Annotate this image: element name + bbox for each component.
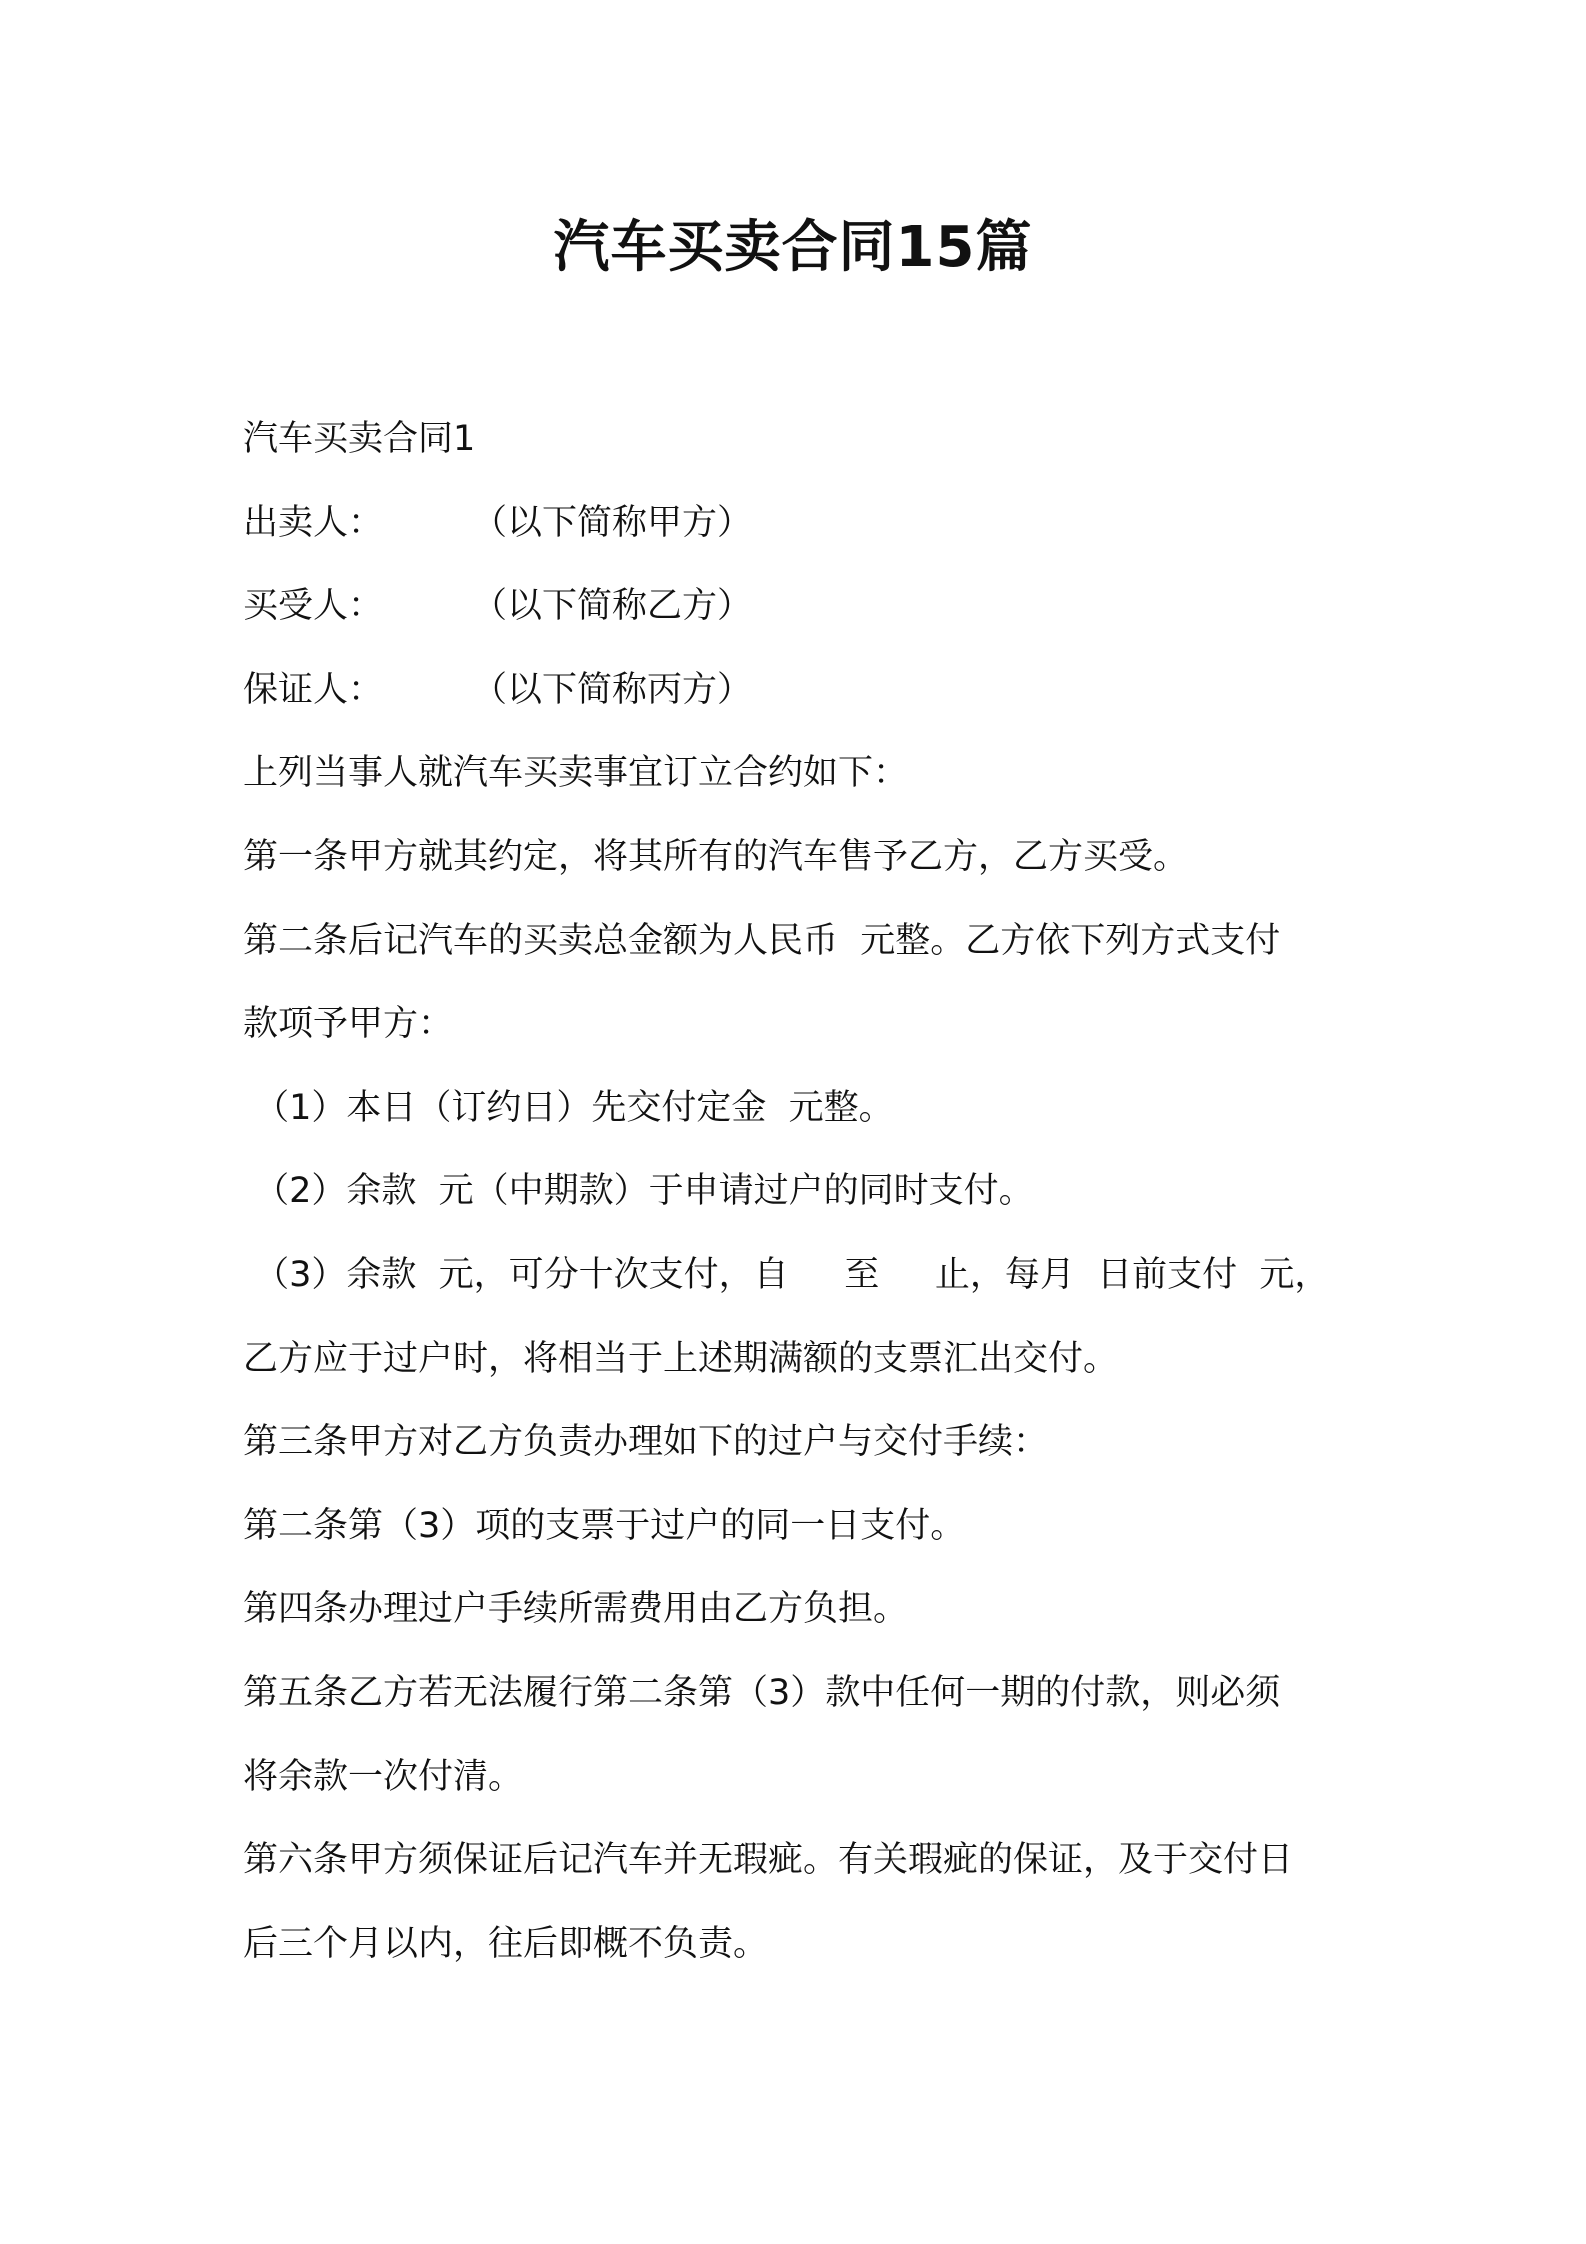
- preamble-line: 上列当事人就汽车买卖事宜订立合约如下：: [243, 753, 909, 794]
- article-4-line: 第四条办理过户手续所需费用由乙方负担。: [243, 1589, 909, 1630]
- article-2-line-1: 第二条后记汽车的买卖总金额为人民币 元整。乙方依下列方式支付: [243, 920, 1281, 961]
- article-2-item-2: （2）余款 元（中期款）于申请过户的同时支付。: [243, 1171, 1034, 1212]
- article-2-item-1: （1）本日（订约日）先交付定金 元整。: [243, 1087, 894, 1128]
- article-3-line: 第三条甲方对乙方负责办理如下的过户与交付手续：: [243, 1422, 1049, 1463]
- article-2-item-3-cont: 乙方应于过户时，将相当于上述期满额的支票汇出交付。: [243, 1338, 1119, 1379]
- document-title: 汽车买卖合同15篇: [553, 215, 1033, 280]
- seller-line: 出卖人： （以下简称甲方）: [243, 502, 753, 543]
- article-5-line-2: 将余款一次付清。: [243, 1756, 524, 1797]
- guarantor-line: 保证人： （以下简称丙方）: [243, 669, 753, 710]
- article-6-line-2: 后三个月以内，往后即概不负责。: [243, 1923, 769, 1964]
- article-2-item-3: （3）余款 元，可分十次支付，自 至 止，每月 日前支付 元，: [243, 1254, 1330, 1295]
- contract-body: [243, 398, 1363, 1986]
- section-heading: 汽车买卖合同1: [243, 419, 476, 459]
- article-5-line-1: 第五条乙方若无法履行第二条第（3）款中任何一期的付款，则必须: [243, 1672, 1281, 1713]
- buyer-line: 买受人： （以下简称乙方）: [243, 586, 753, 627]
- article-3-detail: 第二条第（3）项的支票于过户的同一日支付。: [243, 1505, 966, 1546]
- article-1-line: 第一条甲方就其约定，将其所有的汽车售予乙方，乙方买受。: [243, 836, 1189, 877]
- article-2-line-2: 款项予甲方：: [243, 1004, 454, 1045]
- article-6-line-1: 第六条甲方须保证后记汽车并无瑕疵。有关瑕疵的保证，及于交付日: [243, 1840, 1294, 1881]
